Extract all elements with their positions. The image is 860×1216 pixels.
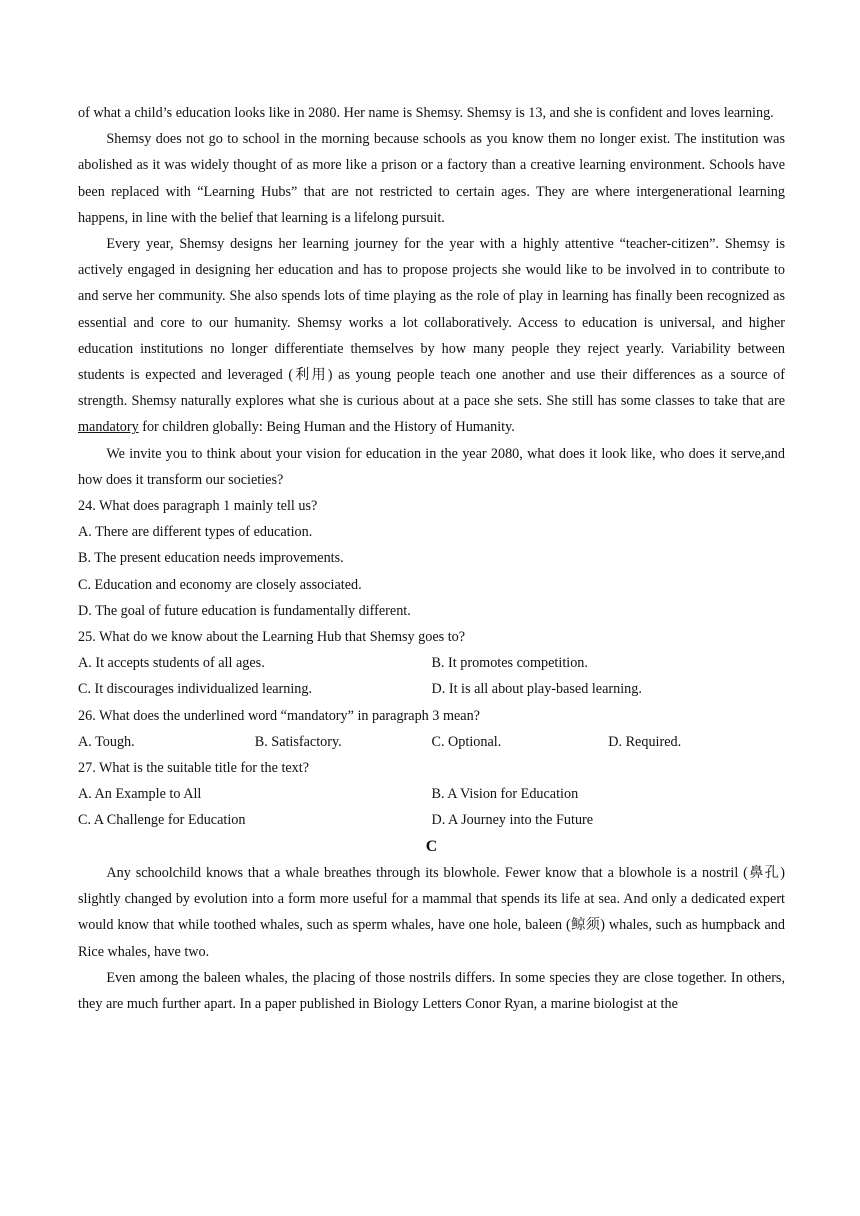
question-25-options-row-1 bbox=[78, 650, 785, 676]
question-27-options-row-2 bbox=[78, 807, 785, 833]
paragraph-3-text-before: Every year, Shemsy designs her learning journey for the year with a highly attentive “teacher-citizen”. Shemsy is actively engaged in designing her education and has to propose projects she would like to be involved in to contribute to and serve her community. She also spends lots of time playing as the role of play in learning has finally been recognized as essential and core to our humanity. Shemsy works a lot collaboratively. Access to education is universal, and higher education institutions no longer differentiate themselves by how many people they reject yearly. Variability between students is expected and leveraged (利用) as young people teach one another and use their differences as a source of strength. Shemsy naturally explores what she is curious about at a pace she sets. She still has some classes to take that are bbox=[78, 236, 785, 410]
document-page bbox=[78, 100, 785, 1017]
question-26-option-c: C. Optional. bbox=[431, 733, 502, 750]
question-26-option-b: B. Satisfactory. bbox=[254, 733, 342, 750]
passage-c-paragraph-1: Any schoolchild knows that a whale breathes through its blowhole. Fewer know that a blowhole is a nostril (鼻孔) slightly changed by evolution into a form more useful for a mammal that spends its life at sea. And only a dedicated expert would know that while toothed whales, such as sperm whales, have one hole, baleen (鲸须) whales, such as humpback and Rice whales, have two. bbox=[78, 864, 785, 960]
paragraph-3-text-after: for children globally: Being Human and the History of Humanity. bbox=[138, 419, 515, 436]
section-heading-c: C bbox=[425, 837, 438, 855]
question-25-option-d: D. It is all about play-based learning. bbox=[431, 681, 642, 698]
question-25-options-row-2 bbox=[78, 676, 785, 702]
passage-c-paragraph-2: Even among the baleen whales, the placing of those nostrils differs. In some species they are close together. In others, they are much further apart. In a paper published in Biology Letters Conor Ryan, a marine biologist at the bbox=[78, 969, 785, 1012]
question-26-options-row bbox=[78, 729, 785, 755]
passage-b-paragraph-3 bbox=[78, 231, 785, 441]
question-26-option-a: A. Tough. bbox=[78, 733, 135, 750]
question-26-stem: 26. What does the underlined word “mandatory” in paragraph 3 mean? bbox=[78, 707, 480, 724]
question-25-option-a: A. It accepts students of all ages. bbox=[78, 655, 265, 672]
passage-b-paragraph-2: Shemsy does not go to school in the morning because schools as you know them no longer exist. The institution was abolished as it was widely thought of as more like a prison or a factory than a creative learning environment. Schools have been replaced with “Learning Hubs” that are not restricted to certain ages. They are where intergenerational learning happens, in line with the belief that learning is a lifelong pursuit. bbox=[78, 131, 785, 226]
question-24-option-c: C. Education and economy are closely associated. bbox=[78, 576, 362, 593]
question-27-option-d: D. A Journey into the Future bbox=[431, 812, 594, 829]
question-27-option-a: A. An Example to All bbox=[78, 786, 202, 803]
question-24-option-a: A. There are different types of education. bbox=[78, 524, 313, 541]
question-25-stem: 25. What do we know about the Learning Hub that Shemsy goes to? bbox=[78, 629, 466, 646]
question-24-option-d: D. The goal of future education is fundamentally different. bbox=[78, 602, 411, 619]
question-27-options-row-1 bbox=[78, 781, 785, 807]
question-26-option-d: D. Required. bbox=[608, 733, 682, 750]
question-24-stem: 24. What does paragraph 1 mainly tell us? bbox=[78, 498, 318, 515]
passage-b-paragraph-4: We invite you to think about your vision for education in the year 2080, what does it look like, who does it serve,and how does it transform our societies? bbox=[78, 445, 785, 488]
question-25-option-b: B. It promotes competition. bbox=[431, 655, 588, 672]
question-27-stem: 27. What is the suitable title for the text? bbox=[78, 760, 310, 777]
question-24-option-b: B. The present education needs improvements. bbox=[78, 550, 344, 567]
underlined-word-mandatory: mandatory bbox=[78, 419, 139, 436]
question-25-option-c: C. It discourages individualized learning. bbox=[78, 681, 313, 698]
question-27-option-c: C. A Challenge for Education bbox=[78, 812, 246, 829]
question-27-option-b: B. A Vision for Education bbox=[431, 786, 579, 803]
passage-b-paragraph-1: of what a child’s education looks like in 2080. Her name is Shemsy. Shemsy is 13, and she is confident and loves learning. bbox=[78, 105, 774, 121]
